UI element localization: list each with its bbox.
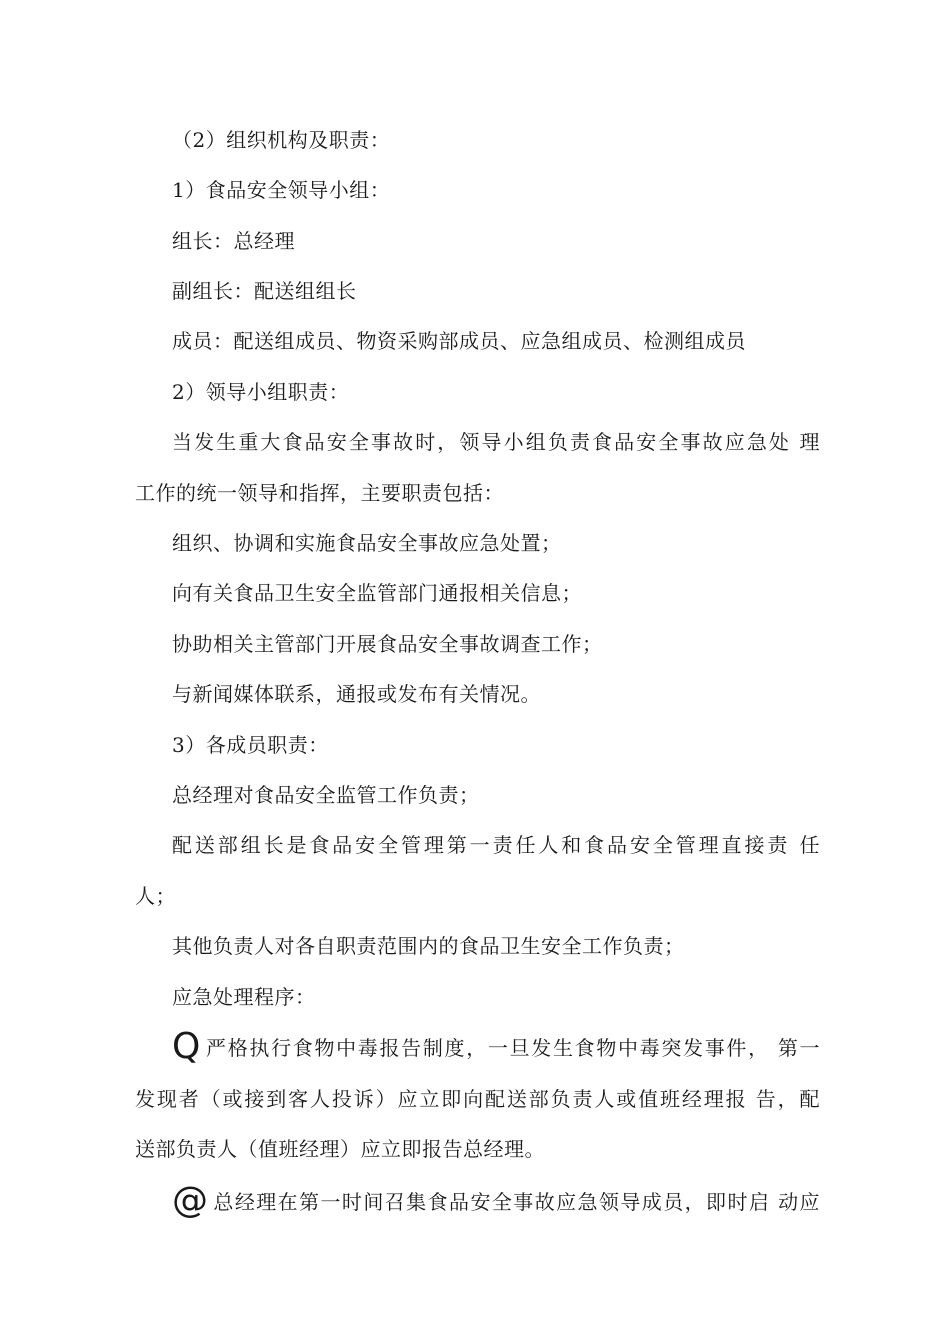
member-duty-item-line1: 配送部组长是食品安全管理第一责任人和食品安全管理直接责 任 bbox=[172, 833, 820, 857]
paragraph-duties-intro-line1: 当发生重大食品安全事故时，领导小组负责食品安全事故应急处 理 bbox=[172, 430, 820, 454]
heading-org-structure: （2）组织机构及职责： bbox=[172, 128, 391, 152]
step-marker-at: @ bbox=[172, 1180, 209, 1221]
procedure-step1-line2: 发现者（或接到客人投诉）应立即向配送部负责人或值班经理报 告，配 bbox=[135, 1087, 820, 1111]
duty-item: 组织、协调和实施食品安全事故应急处置； bbox=[172, 531, 562, 555]
subheading-emergency-procedure: 应急处理程序： bbox=[172, 985, 316, 1009]
subheading-leading-group: 1）食品安全领导小组： bbox=[172, 178, 391, 202]
member-duty-item: 其他负责人对各自职责范围内的食品卫生安全工作负责； bbox=[172, 934, 685, 958]
subheading-member-duties: 3）各成员职责： bbox=[172, 733, 329, 757]
group-leader: 组长：总经理 bbox=[172, 229, 295, 253]
member-duty-item-line2: 人； bbox=[135, 884, 176, 908]
group-members: 成员：配送组成员、物资采购部成员、应急组成员、检测组成员 bbox=[172, 329, 746, 353]
duty-item: 向有关食品卫生安全监管部门通报相关信息； bbox=[172, 581, 582, 605]
step-marker-q: Q bbox=[172, 1026, 201, 1067]
procedure-step2-line1 bbox=[172, 1180, 820, 1221]
procedure-step1-line1 bbox=[172, 1026, 820, 1067]
procedure-step1-line3: 送部负责人（值班经理）应立即报告总经理。 bbox=[135, 1137, 545, 1161]
procedure-step1-text: 严格执行食物中毒报告制度，一旦发生食物中毒突发事件， 第一 bbox=[204, 1036, 820, 1060]
subheading-leading-group-duties: 2）领导小组职责： bbox=[172, 380, 350, 404]
member-duty-item: 总经理对食品安全监管工作负责； bbox=[172, 783, 480, 807]
duty-item: 与新闻媒体联系，通报或发布有关情况。 bbox=[172, 682, 541, 706]
procedure-step2-text: 总经理在第一时间召集食品安全事故应急领导成员，即时启 动应 bbox=[212, 1190, 820, 1214]
deputy-group-leader: 副组长：配送组组长 bbox=[172, 279, 357, 303]
duty-item: 协助相关主管部门开展食品安全事故调查工作； bbox=[172, 632, 603, 656]
paragraph-duties-intro-line2: 工作的统一领导和指挥，主要职责包括： bbox=[135, 481, 504, 505]
